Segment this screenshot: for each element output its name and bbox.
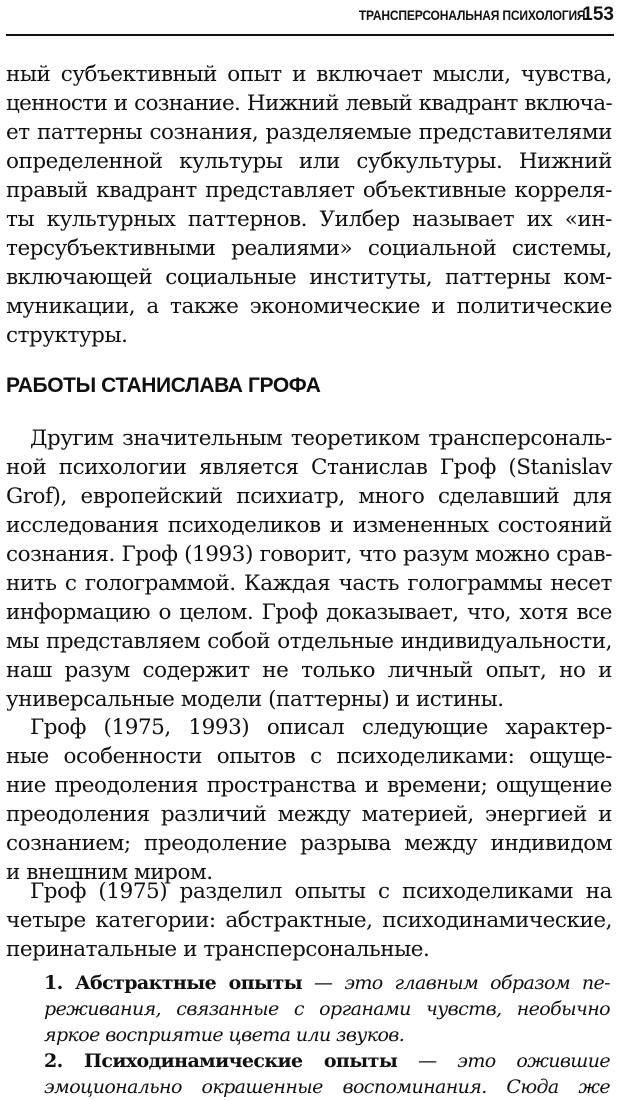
list-item-text: — это главным образом пе- bbox=[302, 972, 610, 994]
text-line: ный субъективный опыт и включает мысли, чувства, bbox=[6, 62, 612, 87]
list-item-abstract bbox=[44, 970, 610, 1048]
text-line: Гроф (1975) разделил опыты с психоделиками на bbox=[30, 879, 612, 904]
text-line: Grof), европейский психиатр, много сделавший для bbox=[6, 484, 612, 509]
text-line: муникации, а также экономические и политические bbox=[6, 294, 612, 319]
text-line: универсальные модели (паттерны) и истины. bbox=[6, 687, 504, 712]
text-line: перинатальные и трансперсональные. bbox=[6, 937, 430, 962]
text-line: четыре категории: абстрактные, психодинамические, bbox=[6, 908, 612, 933]
text-line: нить с голограммой. Каждая часть голограммы несет bbox=[6, 571, 612, 596]
text-line: ной психологии является Станислав Гроф (Stanislav bbox=[6, 455, 612, 480]
text-line: терсубъективными реалиями» социальной системы, bbox=[6, 236, 612, 261]
text-line bbox=[44, 970, 610, 996]
text-line: мы представляем собой отдельные индивидуальности, bbox=[6, 629, 612, 654]
paragraph-psychedelic-features bbox=[6, 713, 612, 887]
paragraph-grof-intro bbox=[6, 424, 612, 714]
list-item-psychodynamic bbox=[44, 1048, 610, 1100]
text-line: и внешним миром. bbox=[6, 860, 213, 885]
text-line: определенной культуры или субкультуры. Нижний bbox=[6, 149, 612, 174]
text-line: ценности и сознание. Нижний левый квадрант включа- bbox=[6, 91, 612, 116]
text-line: эмоционально окрашенные воспоминания. Сюда же bbox=[44, 1076, 610, 1098]
list-item-text: — это ожившие bbox=[397, 1050, 610, 1072]
text-line: преодоления различий между материей, энергией и bbox=[6, 802, 612, 827]
list-item-lead: 1. Абстрактные опыты bbox=[44, 972, 303, 994]
text-line: правый квадрант представляет объективные корреля- bbox=[6, 178, 612, 203]
text-line: включающей социальные институты, паттерны ком- bbox=[6, 265, 612, 290]
running-head bbox=[6, 4, 614, 36]
text-line: структуры. bbox=[6, 323, 128, 348]
text-line: ты культурных паттернов. Уилбер называет их «ин- bbox=[6, 207, 612, 232]
text-line: информацию о целом. Гроф доказывает, что, хотя все bbox=[6, 600, 612, 625]
list-item-lead: 2. Психодинамические опыты bbox=[44, 1050, 398, 1072]
text-line: наш разум содержит не только личный опыт, но и bbox=[6, 658, 612, 683]
text-line: Гроф (1975, 1993) описал следующие характер- bbox=[30, 715, 612, 740]
running-head-title: ТРАНСПЕРСОНАЛЬНАЯ ПСИХОЛОГИЯ bbox=[359, 7, 586, 23]
text-line: ние преодоления пространства и времени; ощущение bbox=[6, 773, 612, 798]
paragraph-quadrants bbox=[6, 60, 612, 350]
text-line: сознания. Гроф (1993) говорит, что разум можно срав- bbox=[6, 542, 612, 567]
text-line: исследования психоделиков и измененных состояний bbox=[6, 513, 612, 538]
text-line: ет паттерны сознания, разделяемые представителями bbox=[6, 120, 612, 145]
paragraph-categories bbox=[6, 877, 612, 964]
section-heading: РАБОТЫ СТАНИСЛАВА ГРОФА bbox=[6, 374, 321, 397]
text-line: реживания, связанные с органами чувств, необычно bbox=[44, 998, 610, 1020]
text-line: яркое восприятие цвета или звуков. bbox=[44, 1024, 405, 1046]
text-line: Другим значительным теоретиком трансперсональ- bbox=[30, 426, 612, 451]
text-line bbox=[44, 1048, 610, 1074]
text-line: сознанием; преодоление разрыва между индивидом bbox=[6, 831, 612, 856]
text-line: ные особенности опытов с психоделиками: ощуще- bbox=[6, 744, 612, 769]
page-number: 153 bbox=[582, 4, 614, 25]
